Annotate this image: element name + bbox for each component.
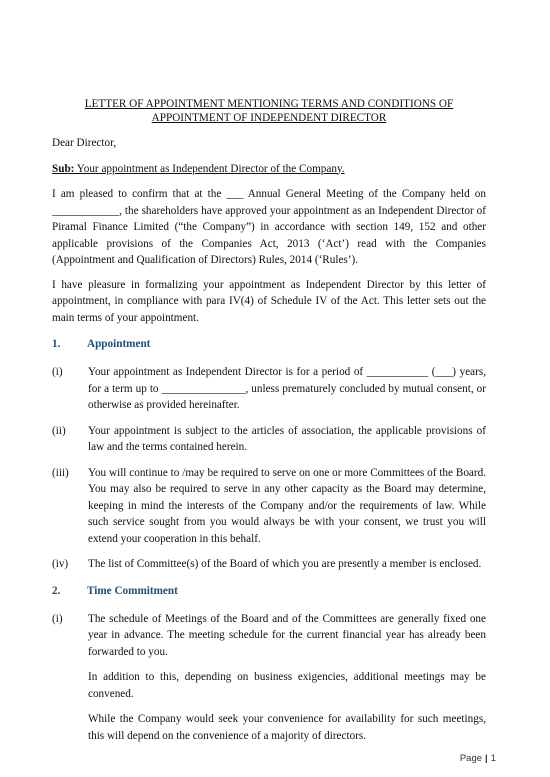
list-item-text: Your appointment as Independent Director is for a period of ___________ (___) years, for a term up to _______________, unless prematurely concluded by mutual consent, or otherwise as provided hereinafter. — [88, 366, 486, 411]
list-item-text: The schedule of Meetings of the Board and of the Committees are generally fixed one year in advance. The meeting schedule for the current financial year has already been forwarded to you. — [88, 612, 486, 658]
subject-line — [52, 161, 486, 178]
section-heading-appointment — [52, 336, 486, 352]
list-item — [52, 556, 486, 573]
list-item-text: While the Company would seek your convenience for availability for such meetings, this will depend on the convenience of a majority of directors. — [88, 713, 486, 742]
document-title: LETTER OF APPOINTMENT MENTIONING TERMS AND CONDITIONS OF APPOINTMENT OF INDEPENDENT DIRECTOR — [84, 98, 454, 124]
list-marker: (i) — [52, 612, 63, 625]
list-item-text: The list of Committee(s) of the Board of which you are presently a member is enclosed. — [88, 558, 482, 570]
page-number: 1 — [490, 753, 496, 764]
list-item — [52, 364, 486, 414]
page-footer — [460, 753, 496, 764]
salutation: Dear Director, — [52, 137, 117, 149]
subject-label: Sub: — [52, 162, 75, 175]
list-marker: (iii) — [52, 466, 69, 479]
subject-text: Your appointment as Independent Director of the Company. — [74, 162, 345, 175]
list-item-text: In addition to this, depending on business exigencies, additional meetings may be convened. — [88, 671, 486, 700]
list-item — [52, 423, 486, 456]
section-title: Time Commitment — [87, 584, 178, 597]
list-marker: (iv) — [52, 558, 69, 570]
section-heading-time-commitment — [52, 583, 486, 599]
page-separator: | — [485, 753, 488, 764]
intro-paragraph: I am pleased to confirm that at the ___ Annual General Meeting of the Company held on ____________, the shareholders have approved your appointment as an Independent Director of Piramal Finance Limited (“the Company”) in accordance with section 149, 152 and other applicable provisions of the Companies Act, 2013 (‘Act’) read with the Companies (Appointment and Qualification of Directors) Rules, 2014 (‘Rules’). — [52, 188, 486, 266]
intro-paragraph: I have pleasure in formalizing your appointment as Independent Director by this letter of appointment, in compliance with para IV(4) of Schedule IV of the Act. This letter sets out the main terms of your appointment. — [52, 278, 486, 324]
page-label: Page — [459, 753, 483, 764]
list-item-text: Your appointment is subject to the articles of association, the applicable provisions of law and the terms contained herein. — [88, 424, 486, 453]
list-marker: (i) — [52, 366, 63, 378]
section-title: Appointment — [87, 338, 151, 350]
list-item-text: You will continue to /may be required to serve on one or more Committees of the Board. You may also be required to serve in any other capacity as the Board may determine, keeping in mind the interests of the Company and/or the requirements of law. While such service sought from you would always be with your consent, we trust you will extend your cooperation in this behalf. — [88, 466, 486, 545]
section-number: 1. — [52, 338, 61, 350]
list-item — [52, 465, 486, 548]
list-marker: (ii) — [52, 424, 66, 437]
section-number: 2. — [52, 584, 61, 597]
list-item — [52, 611, 486, 745]
